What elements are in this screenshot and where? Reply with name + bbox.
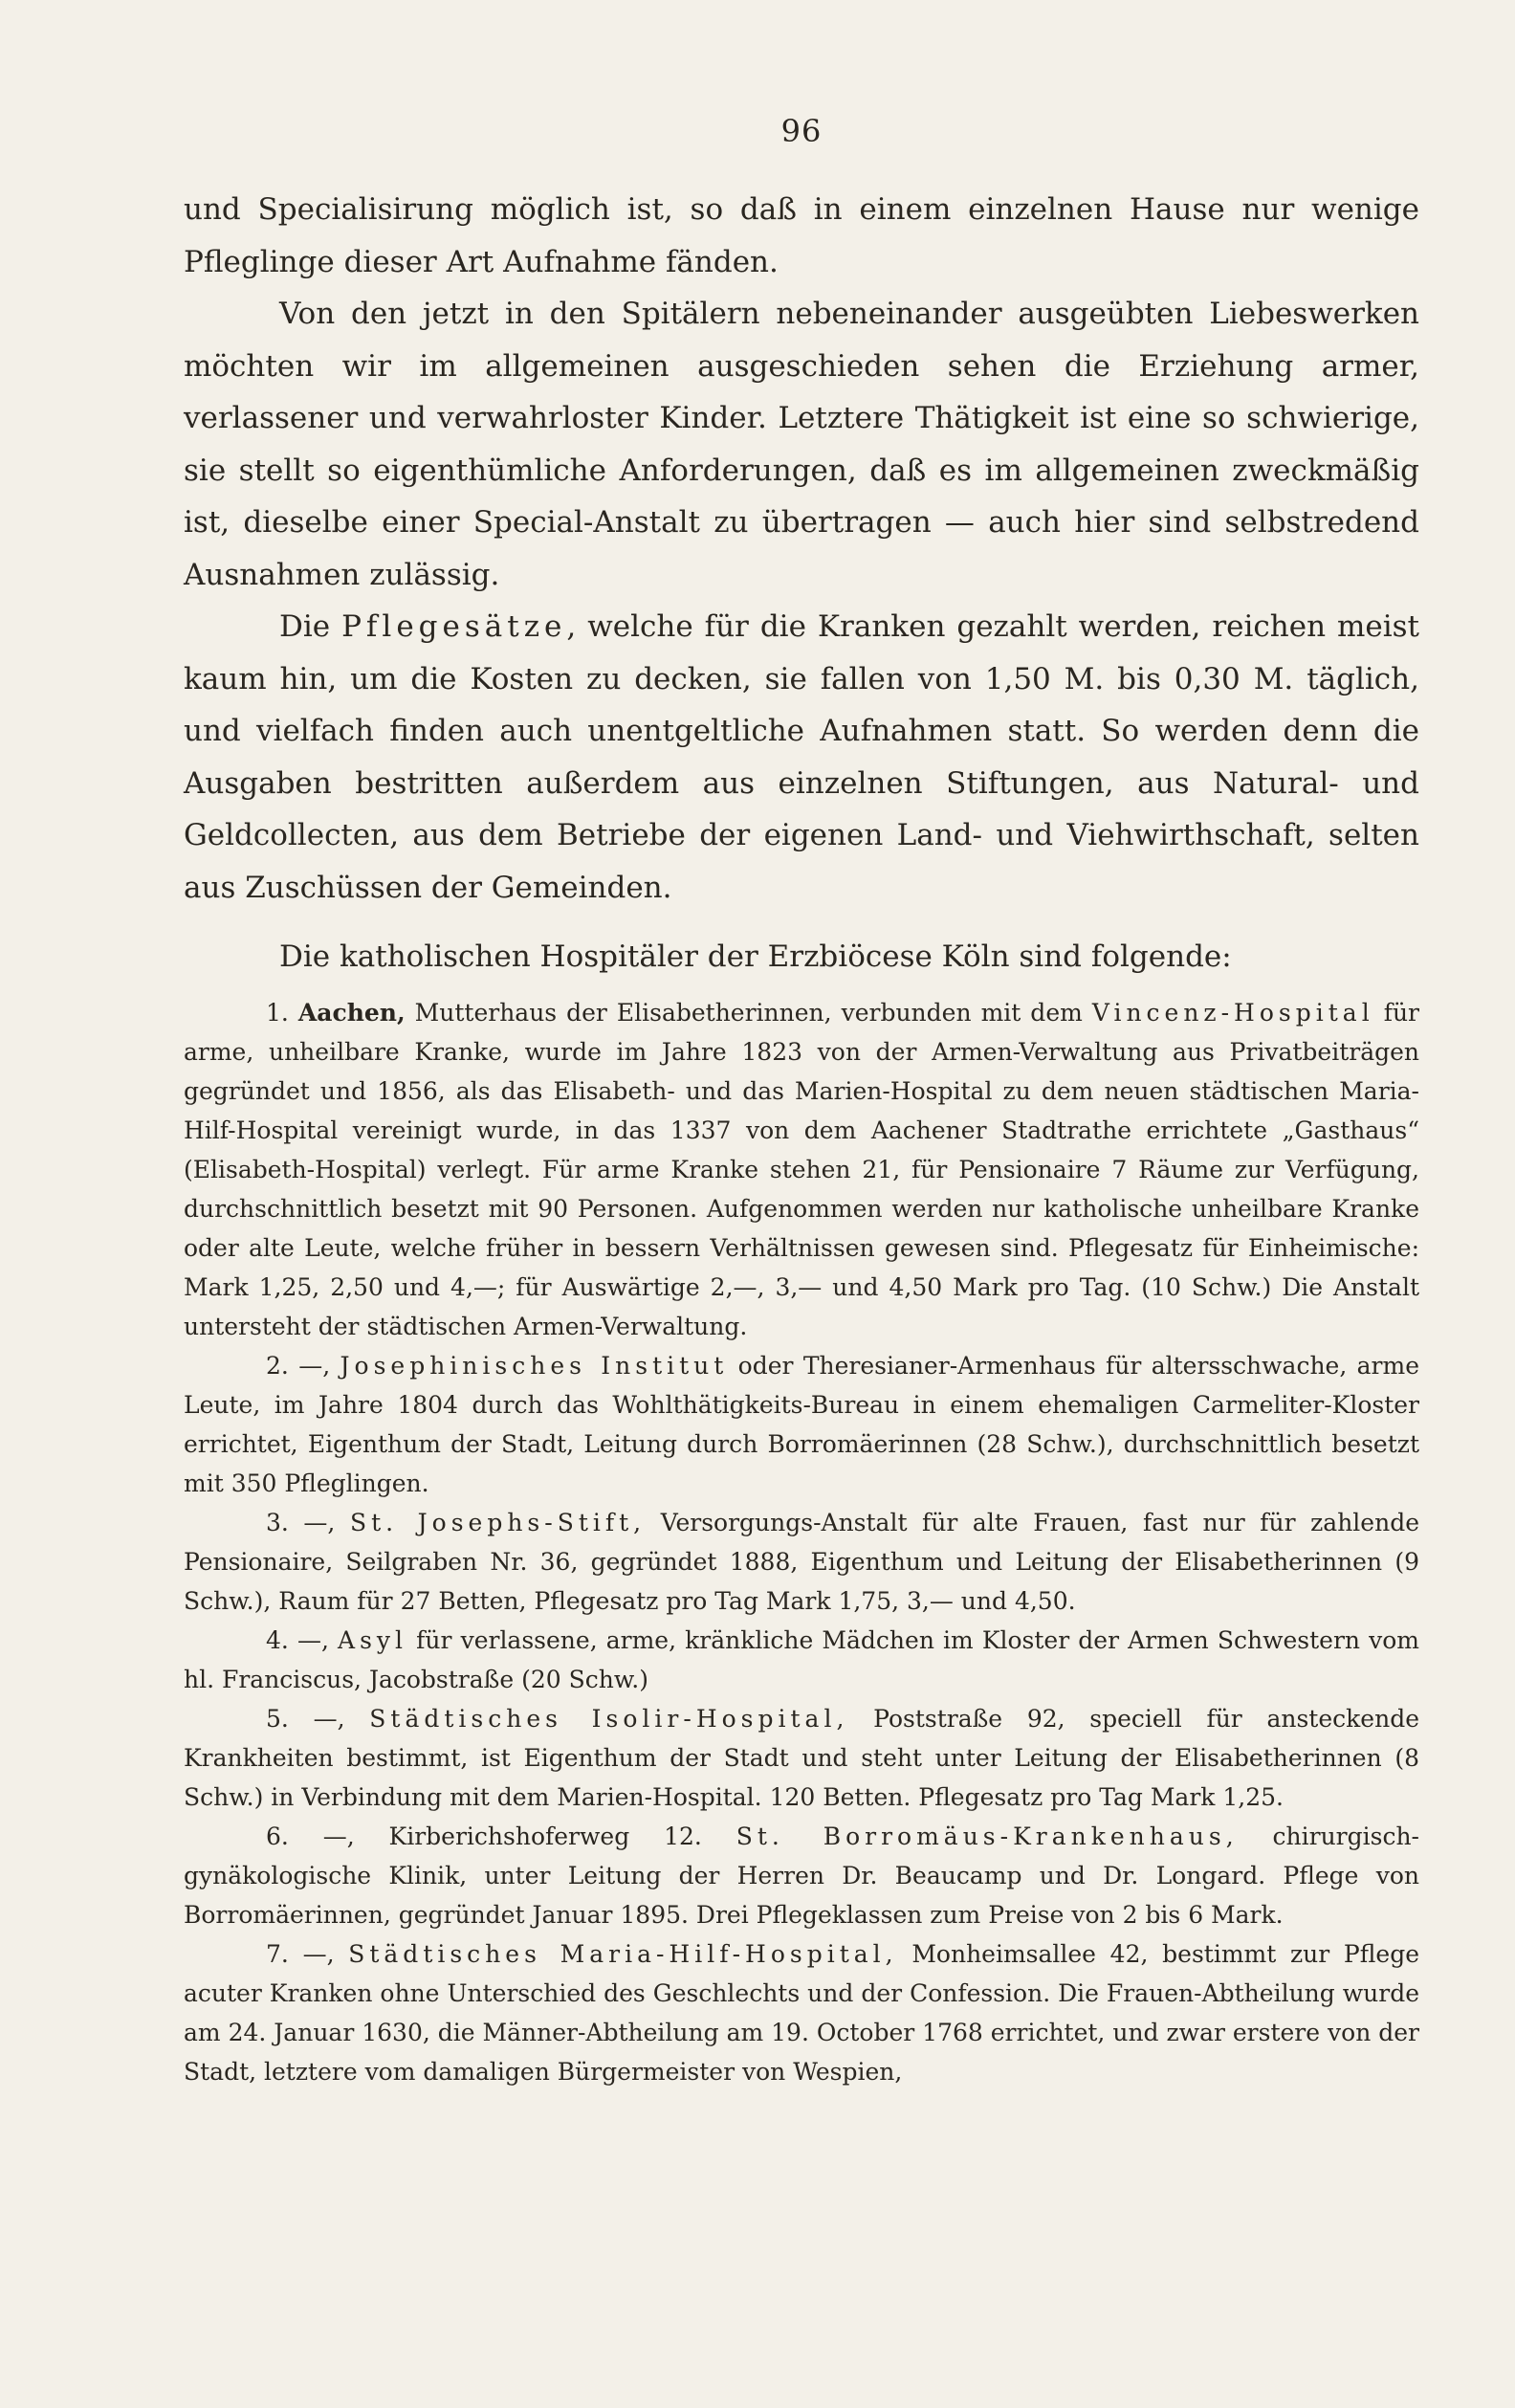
emphasized-term: Pflegesätze [341,609,567,644]
hospital-list [184,993,1419,2091]
list-item [184,993,1419,1346]
list-item [184,1934,1419,2091]
entry-institution: Josephinisches Institut [340,1351,729,1380]
text-segment: oder Theresianer-Armenhaus für altersschwache, arme Leute, im Jahre 1804 durch das Wohlthätigkeits-Bureau in einem ehemaligen Carmeliter-Kloster errichtet, Eigenthum der Stadt, Leitung durch Borromäerinnen (28 Schw.), durchschnittlich besetzt mit 350 Pfleglingen. [184,1351,1419,1497]
entry-number: 3. [266,1508,289,1536]
text-segment: Mutterhaus der Elisabetherinnen, verbunden mit dem [405,998,1092,1027]
section-heading: Die katholischen Hospitäler der Erzbiöcese Köln sind folgende: [279,939,1232,974]
paragraph-continuation: und Specialisirung möglich ist, so daß in einem einzelnen Hause nur wenige Pfleglinge dieser Art Aufnahme fänden. [184,192,1419,279]
entry-institution: Asyl [338,1625,408,1654]
text-segment: —, [288,1704,370,1733]
entry-number: 6. [266,1822,289,1850]
text-segment: chirurgisch-gynäkologische Klinik, unter Leitung der Herren Dr. Beaucamp und Dr. Longard. Pflege von Borromäerinnen, gegründet Januar 1895. Drei Pflegeklassen zum Preise von 2 bis 6 Mark. [184,1822,1419,1929]
list-item [184,1503,1419,1621]
text-segment: —, Kirberichshoferweg 12. [288,1822,736,1850]
list-item [184,1621,1419,1699]
entry-number: 2. [266,1351,289,1380]
text-segment: für verlassene, arme, kränkliche Mädchen im Kloster der Armen Schwestern vom hl. Franciscus, Jacobstraße (20 Schw.) [184,1625,1419,1693]
entry-institution: Städtisches Isolir-Hospital, [369,1704,849,1733]
list-item [184,1346,1419,1503]
entry-institution: Städtisches Maria-Hilf-Hospital, [348,1939,898,1968]
paragraph-liebeswerke: Von den jetzt in den Spitälern nebeneinander ausgeübten Liebeswerken möchten wir im allgemeinen ausgeschieden sehen die Erziehung armer, verlassener und verwahrloster Kinder. Letztere Thätigkeit ist eine so schwierige, sie stellt so eigenthümliche Anforderungen, daß es im allgemeinen zweckmäßig ist, dieselbe einer Special-Anstalt zu übertragen — auch hier sind selbstredend Ausnahmen zulässig. [184,297,1419,592]
entry-number: 1. [266,998,289,1027]
page-number: 96 [780,113,823,149]
text-segment: —, [288,1351,340,1380]
entry-institution: St. Borromäus-Krankenhaus, [736,1822,1239,1850]
text-segment: Monheimsallee 42, bestimmt zur Pflege acuter Kranken ohne Unterschied des Geschlechts und der Confession. Die Frauen-Abtheilung wurde am 24. Januar 1630, die Männer-Abtheilung am 19. October 1768 errichtet, und zwar erstere von der Stadt, letztere vom damaligen Bürgermeister von Wespien, [184,1939,1420,2086]
entry-number: 7. [266,1939,289,1968]
body-text [184,184,1419,914]
entry-place: Aachen, [297,998,406,1027]
text-segment: , welche für die Kranken gezahlt werden, reichen meist kaum hin, um die Kosten zu decken, sie fallen von 1,50 M. bis 0,30 M. täglich, und vielfach finden auch unentgeltliche Aufnahmen statt. So werden denn die Ausgaben bestritten außerdem aus einzelnen Stiftungen, aus Natural- und Geldcollecten, aus dem Betriebe der eigenen Land- und Viehwirthschaft, selten aus Zuschüssen der Gemeinden. [184,609,1420,905]
text-segment: für arme, unheilbare Kranke, wurde im Jahre 1823 von der Armen-Verwaltung aus Privatbeiträgen gegründet und 1856, als das Elisabeth- und das Marien-Hospital zu dem neuen städtischen Maria-Hilf-Hospital vereinigt wurde, in das 1337 von dem Aachener Stadtrathe errichtete „Gasthaus“ (Elisabeth-Hospital) verlegt. Für arme Kranke stehen 21, für Pensionaire 7 Räume zur Verfügung, durchschnittlich besetzt mit 90 Personen. Aufgenommen werden nur katholische unheilbare Kranke oder alte Leute, welche früher in bessern Verhältnissen gewesen sind. Pflegesatz für Einheimische: Mark 1,25, 2,50 und 4,—; für Auswärtige 2,—, 3,— und 4,50 Mark pro Tag. (10 Schw.) Die Anstalt untersteht der städtischen Armen-Verwaltung. [184,998,1419,1340]
entry-number: 5. [266,1704,289,1733]
text-segment: —, [288,1939,349,1968]
text-segment: Poststraße 92, speciell für ansteckende Krankheiten bestimmt, ist Eigenthum der Stadt und steht unter Leitung der Elisabetherinnen (8 Schw.) in Verbindung mit dem Marien-Hospital. 120 Betten. Pflegesatz pro Tag Mark 1,25. [184,1704,1419,1811]
paragraph-pflegesaetze [184,601,1419,914]
entry-number: 4. [266,1625,289,1654]
text-segment: Die [279,609,342,644]
text-segment: Versorgungs-Anstalt für alte Frauen, fast nur für zahlende Pensionaire, Seilgraben Nr. 36, gegründet 1888, Eigenthum und Leitung der Elisabetherinnen (9 Schw.), Raum für 27 Betten, Pflegesatz pro Tag Mark 1,75, 3,— und 4,50. [184,1508,1419,1615]
list-item [184,1699,1419,1817]
list-item [184,1817,1419,1934]
entry-institution: Vincenz-Hospital [1091,998,1374,1027]
entry-institution: St. Josephs-Stift, [349,1508,647,1536]
text-segment: —, [288,1508,350,1536]
text-segment: —, [288,1625,339,1654]
